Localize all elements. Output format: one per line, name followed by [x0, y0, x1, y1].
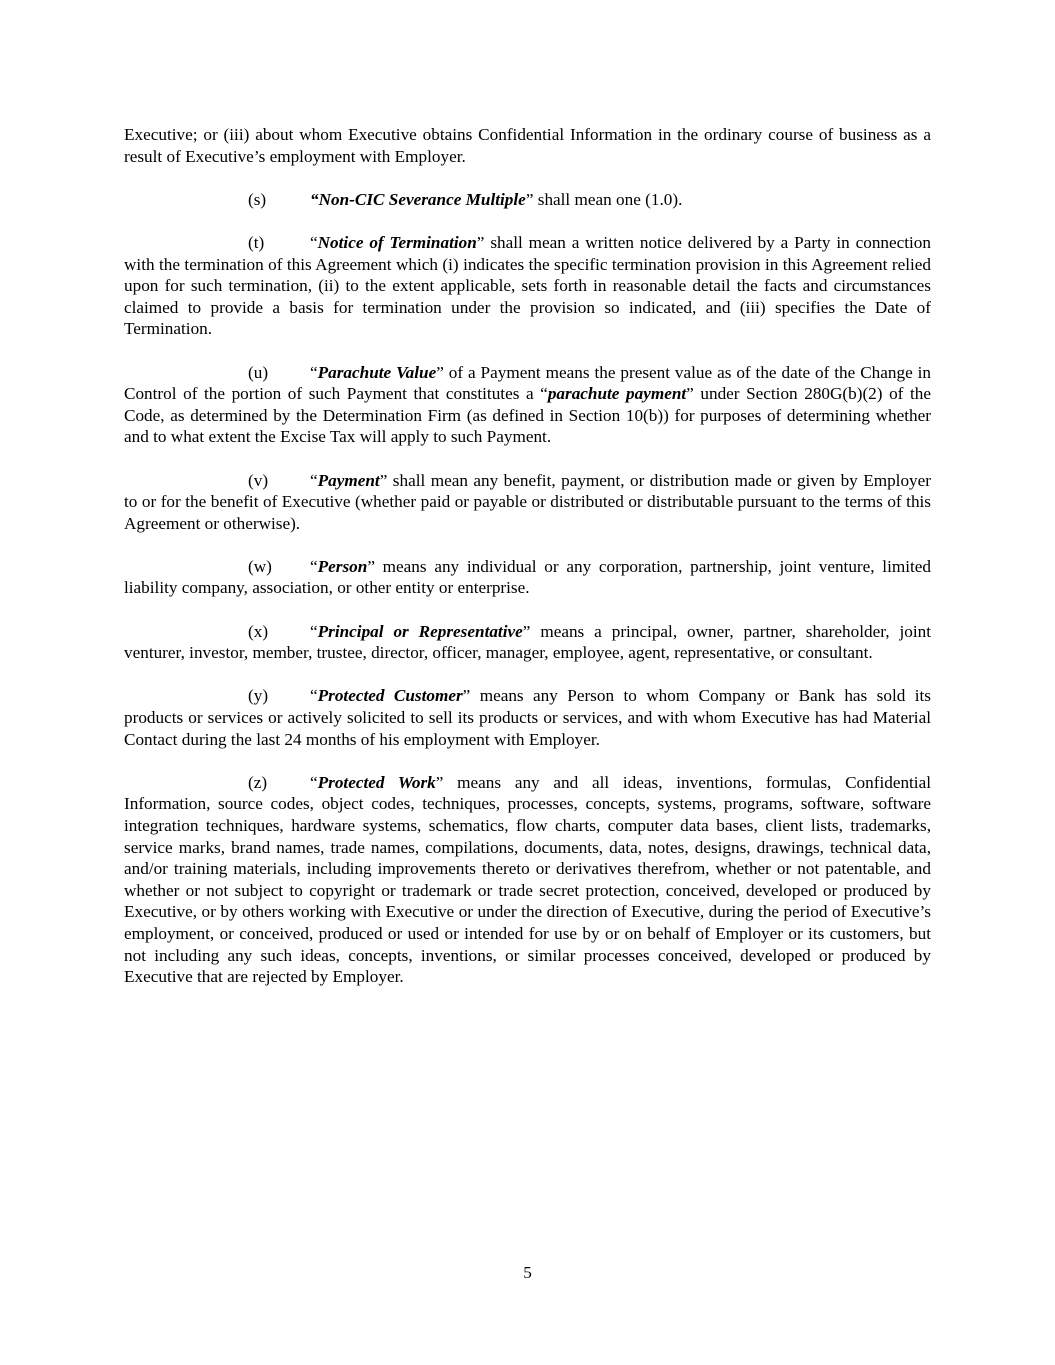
definition-text: means a principal, owner, partner, shareholder, joint venturer, investor, member, trustee, director, officer, manager, employee, agent, representative, or consultant. [124, 621, 931, 663]
defined-term-quote-open: “ [310, 686, 318, 706]
section-y [124, 685, 931, 750]
section-number: (w) [248, 556, 272, 576]
definition-text: shall mean a written notice delivered by a Party in connection with the termination of this Agreement which (i) indicates the specific termination provision in this Agreement relied upon for such termination, (ii) to the extent applicable, sets forth in reasonable detail the facts and circumstances claimed to provide a basis for termination under the provision so indicated, and (iii) specifies the Date of Termination. [124, 232, 931, 339]
definition-text: means any and all ideas, inventions, formulas, Confidential Information, source codes, object codes, techniques, processes, concepts, systems, programs, software, software integration techniques, hardware systems, schematics, flow charts, computer data bases, client lists, trademarks, service marks, brand names, trade names, compilations, documents, data, notes, designs, drawings, technical data, and/or training materials, including improvements thereto or derivatives therefrom, whether or not patentable, and whether or not subject to copyright or trademark or trade secret protection, conceived, developed or produced by Executive, or by others working with Executive or under the direction of Executive, during the period of Executive’s employment, or conceived, produced or used or intended for use by or on behalf of Employer or its customers, but not including any such ideas, concepts, inventions, or similar processes conceived, developed or produced by Executive that are rejected by Employer. [124, 772, 931, 987]
defined-term-quote-close: ” [525, 189, 534, 209]
section-number: (s) [248, 189, 267, 209]
defined-term: Notice of Termination [317, 232, 477, 252]
defined-term: Protected Customer [317, 686, 463, 706]
defined-term-quote-open: “ [310, 362, 318, 382]
defined-term: Non-CIC Severance Multiple [318, 189, 526, 209]
section-x [124, 621, 931, 664]
section-number: (y) [248, 686, 269, 706]
defined-term-quote-open: “ [310, 556, 318, 576]
defined-term: Principal or Representative [317, 621, 523, 641]
defined-term: Parachute Value [317, 362, 437, 382]
document-page [124, 124, 931, 1009]
defined-term: Protected Work [317, 772, 436, 792]
definition-text: shall mean one (1.0). [533, 189, 683, 209]
defined-term: Payment [317, 470, 380, 490]
section-number: (z) [248, 772, 268, 792]
section-v [124, 470, 931, 535]
section-number: (x) [248, 621, 269, 641]
defined-term-secondary: parachute payment [547, 384, 687, 404]
intro-paragraph: Executive; or (iii) about whom Executive obtains Confidential Information in the ordinary course of business as a result of Executive’s employment with Employer. [124, 125, 931, 166]
definition-text: means any individual or any corporation, partnership, joint venture, limited liability company, association, or other entity or enterprise. [124, 556, 931, 598]
defined-term: Person [317, 556, 368, 576]
defined-term-quote-open: “ [310, 232, 318, 252]
defined-term-quote-open: “ [310, 470, 318, 490]
section-number: (v) [248, 470, 269, 490]
defined-term-quote-close: ” [435, 772, 444, 792]
section-number: (t) [248, 232, 265, 252]
page-number: 5 [523, 1263, 532, 1282]
definition-text: of a Payment means the present value as of the date of the Change in Control of the portion of such Payment that constitutes a “ [124, 362, 931, 404]
definition-text: means any Person to whom Company or Bank has sold its products or services or actively solicited to sell its products or services, and with whom Executive has had Material Contact during the last 24 months of his employment with Employer. [124, 686, 931, 749]
section-t [124, 232, 931, 340]
defined-term-quote-close: ” [462, 686, 471, 706]
defined-term-quote-open: “ [310, 621, 318, 641]
section-number: (u) [248, 362, 269, 382]
defined-term-quote-close: ” [436, 362, 444, 382]
definition-text-continued: ” under Section 280G(b)(2) of the Code, as determined by the Determination Firm (as defined in Section 10(b)) for purposes of determining whether and to what extent the Excise Tax will apply to such Payment. [124, 384, 931, 447]
defined-term-quote-close: ” [367, 556, 375, 576]
section-s [124, 189, 931, 211]
definition-text: shall mean any benefit, payment, or distribution made or given by Employer to or for the benefit of Executive (whether paid or payable or distributed or distributable pursuant to the terms of this Agreement or otherwise). [124, 470, 931, 533]
defined-term-quote-close: ” [522, 621, 531, 641]
defined-term-quote-close: ” [476, 232, 485, 252]
defined-term-quote-close: ” [379, 470, 388, 490]
section-z [124, 772, 931, 988]
defined-term-quote-open: “ [310, 772, 318, 792]
defined-term-quote-open: “ [310, 189, 319, 209]
section-w [124, 556, 931, 599]
section-u [124, 362, 931, 448]
